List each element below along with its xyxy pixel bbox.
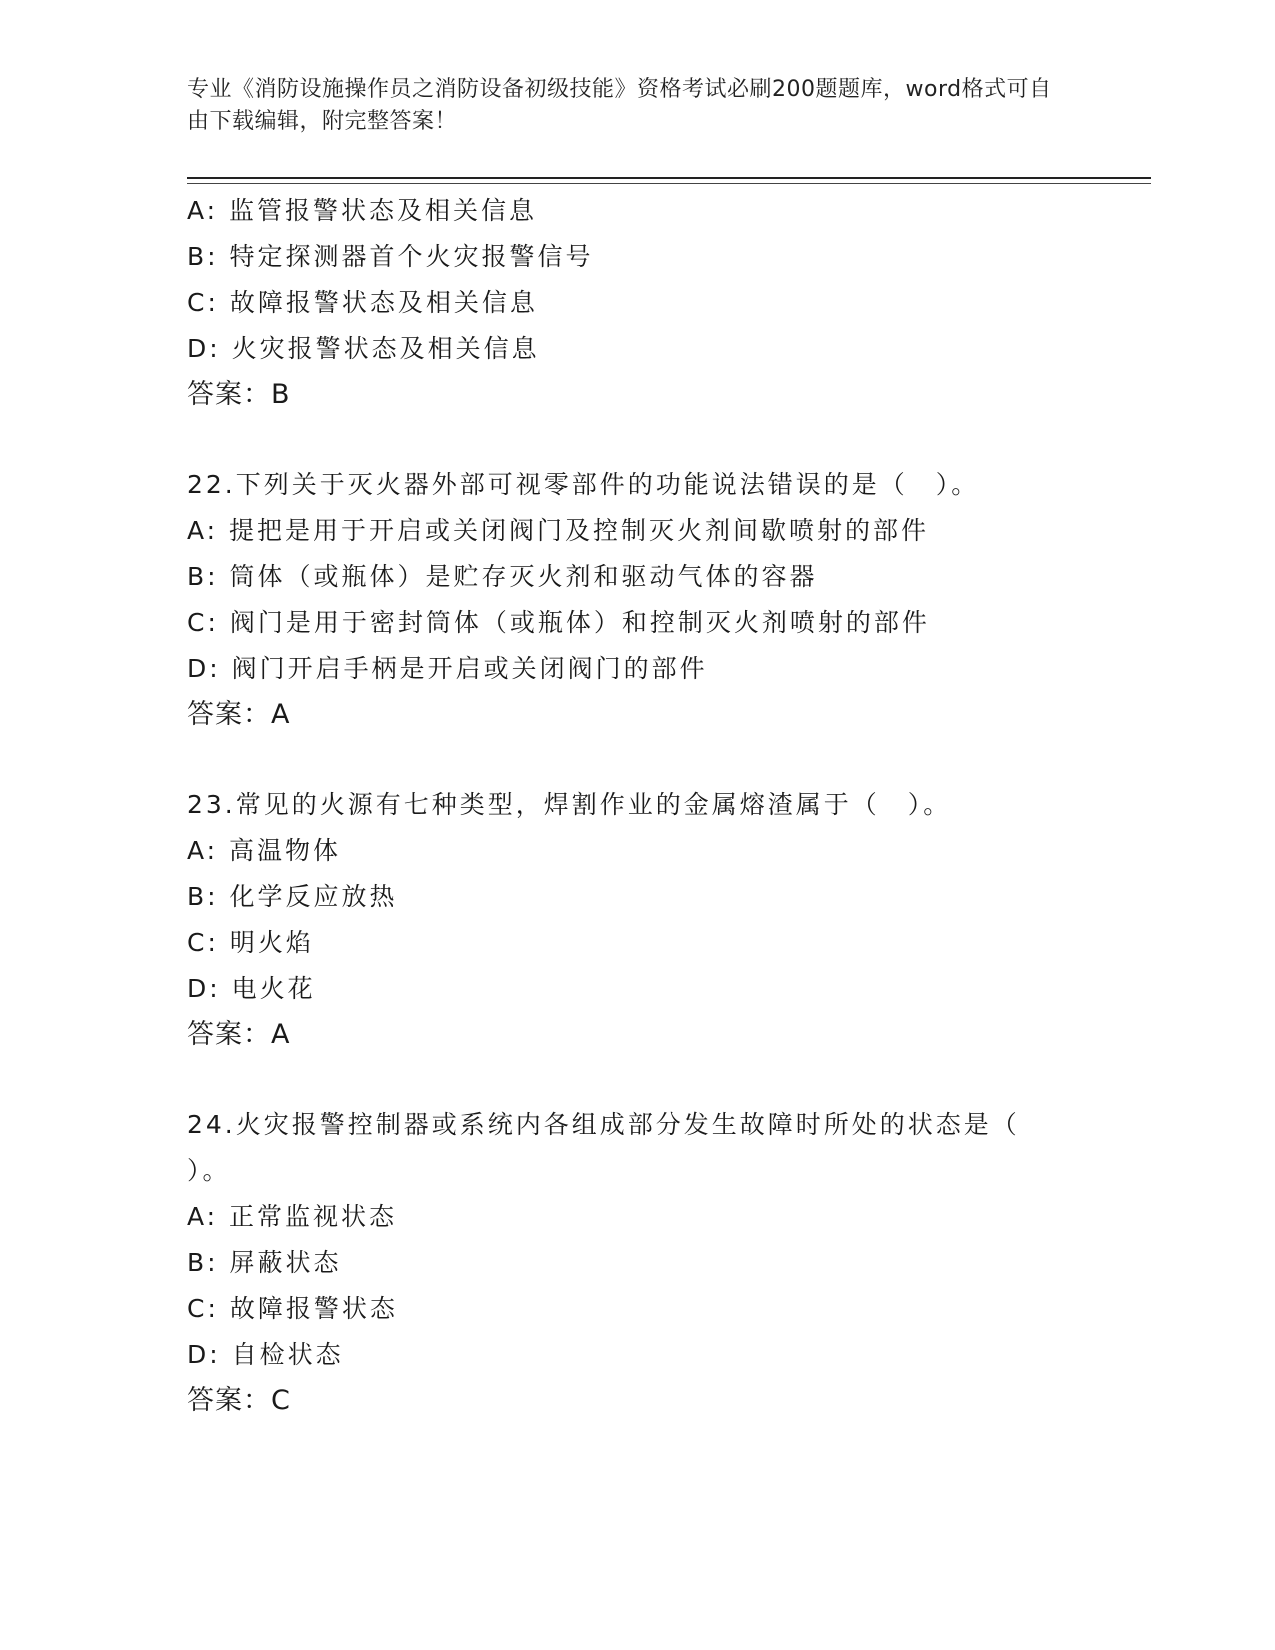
option-a: A: 监管报警状态及相关信息 [187,196,538,225]
option-c: C: 故障报警状态 [187,1294,398,1323]
question-text: 22.下列关于灭火器外部可视零部件的功能说法错误的是（ ）。 [187,470,980,499]
question-text: 24.火灾报警控制器或系统内各组成部分发生故障时所处的状态是（ [187,1110,1020,1139]
header-rule [187,177,1151,179]
option-b: B: 特定探测器首个火灾报警信号 [187,242,594,271]
spacer [187,1058,1067,1102]
answer: 答案：B [187,379,291,410]
question-block-21 [187,188,1067,418]
option-d: D: 自检状态 [187,1340,344,1369]
header-rule-thin [187,183,1151,184]
option-b: B: 化学反应放热 [187,882,398,911]
question-block-24 [187,1102,1067,1424]
spacer [187,738,1067,782]
question-text-continued: ）。 [187,1156,231,1185]
option-b: B: 屏蔽状态 [187,1248,342,1277]
question-block-22 [187,462,1067,738]
option-d: D: 阀门开启手柄是开启或关闭阀门的部件 [187,654,708,683]
option-a: A: 提把是用于开启或关闭阀门及控制灭火剂间歇喷射的部件 [187,516,930,545]
option-d: D: 电火花 [187,974,316,1003]
question-list [187,188,1067,1424]
question-block-23 [187,782,1067,1058]
option-c: C: 阀门是用于密封筒体（或瓶体）和控制灭火剂喷射的部件 [187,608,930,637]
option-d: D: 火灾报警状态及相关信息 [187,334,540,363]
answer: 答案：A [187,699,291,730]
spacer [187,418,1067,462]
option-b: B: 筒体（或瓶体）是贮存灭火剂和驱动气体的容器 [187,562,818,591]
option-a: A: 高温物体 [187,836,342,865]
option-c: C: 故障报警状态及相关信息 [187,288,538,317]
page-header: 专业《消防设施操作员之消防设备初级技能》资格考试必刷200题题库，word格式可自由下载编辑，附完整答案！ [187,77,1052,134]
option-a: A: 正常监视状态 [187,1202,398,1231]
answer: 答案：A [187,1019,291,1050]
option-c: C: 明火焰 [187,928,314,957]
answer: 答案：C [187,1385,291,1416]
question-text: 23.常见的火源有七种类型，焊割作业的金属熔渣属于（ ）。 [187,790,952,819]
